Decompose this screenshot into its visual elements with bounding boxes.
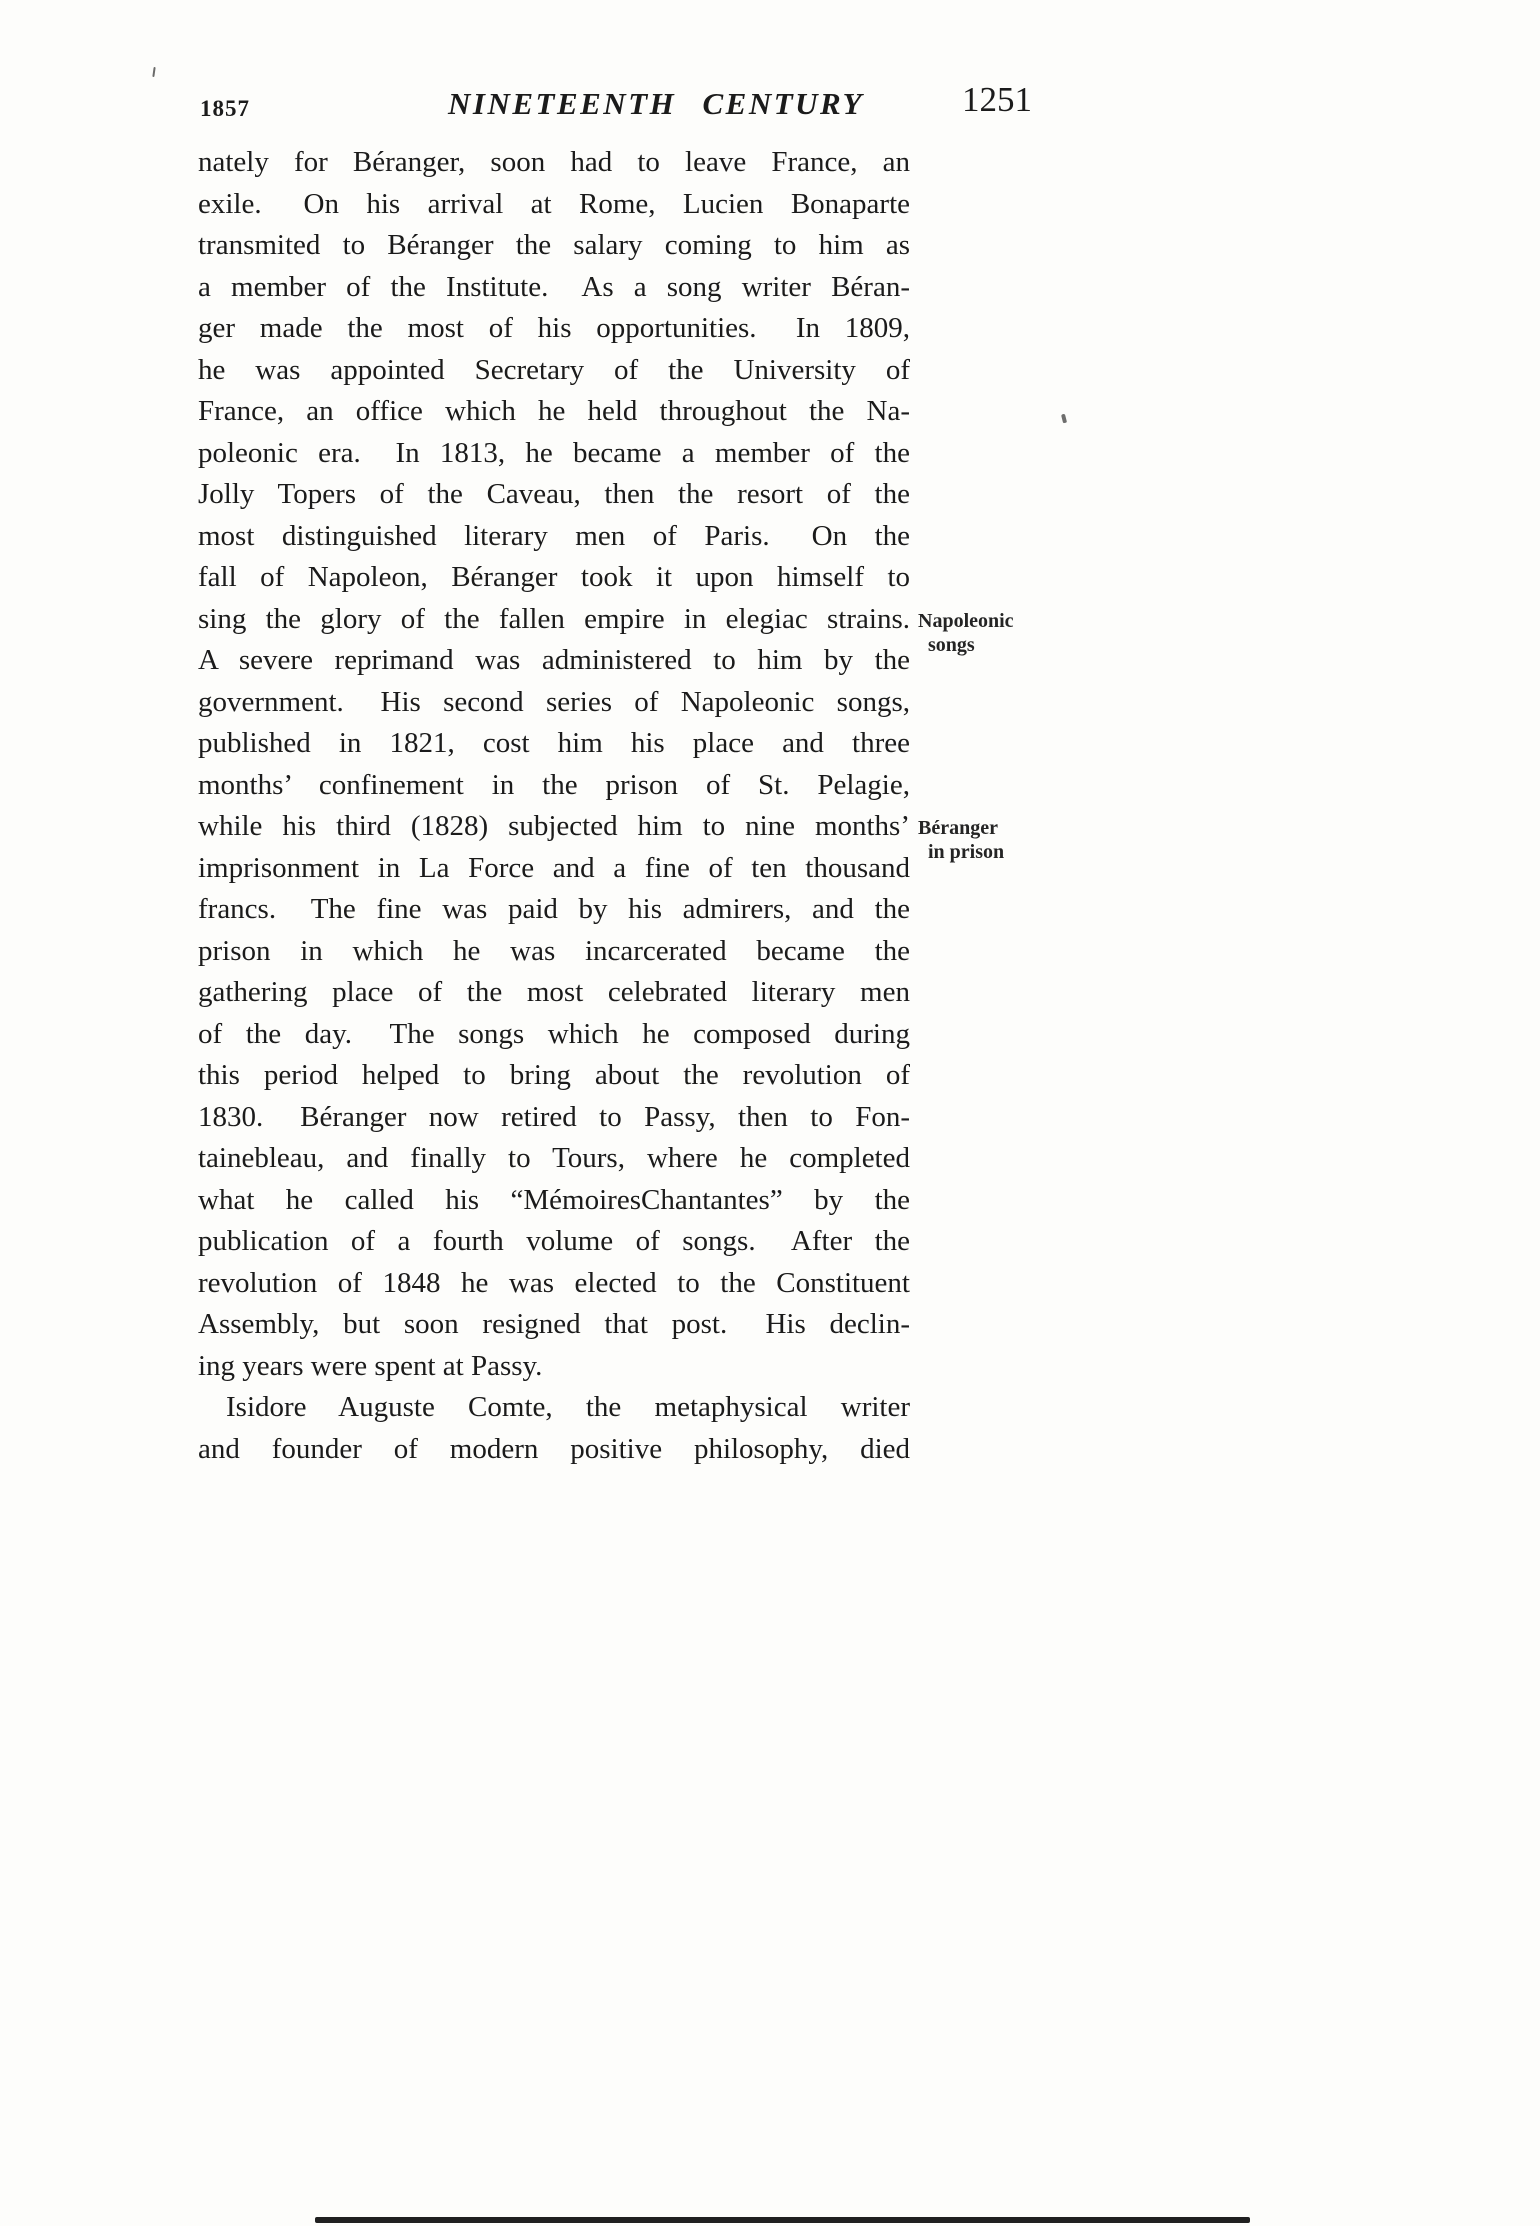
text-line: Assembly, but soon resigned that post. His declin- [198, 1308, 910, 1340]
text-line: revolution of 1848 he was elected to the Constituent [198, 1266, 910, 1299]
text-line: A severe reprimand was administered to him by the [198, 644, 910, 676]
text-line: what he called his “MémoiresChantantes” by the [198, 1183, 910, 1216]
text-line: francs. The fine was paid by his admirers, and the [198, 893, 910, 925]
text-line: Isidore Auguste Comte, the metaphysical writer [226, 1391, 910, 1423]
text-line: Jolly Topers of the Caveau, then the resort of the [198, 478, 910, 510]
text-block [198, 146, 1014, 1474]
text-line: gathering place of the most celebrated literary men [198, 976, 910, 1008]
header-page-number: 1251 [962, 80, 1032, 119]
margin-note-line: Béranger [918, 817, 998, 839]
scan-artifact-mark [152, 67, 155, 77]
text-line: fall of Napoleon, Béranger took it upon himself to [198, 561, 910, 593]
text-line: imprisonment in La Force and a fine of ten thousand [198, 851, 910, 884]
margin-note-line: in prison [928, 841, 1005, 863]
margin-note [918, 609, 1068, 657]
text-line: this period helped to bring about the revolution of [198, 1059, 910, 1091]
scan-edge-artifact [315, 2217, 1250, 2223]
text-line: transmited to Béranger the salary coming to him as [198, 229, 910, 261]
text-line: while his third (1828) subjected him to nine months’ [198, 810, 910, 842]
body-text [198, 146, 910, 1474]
text-line: and founder of modern positive philosophy, died [198, 1432, 910, 1465]
text-line: ger made the most of his opportunities. In 1809, [198, 312, 910, 344]
text-line: most distinguished literary men of Paris. On the [198, 519, 910, 552]
text-line: 1830. Béranger now retired to Passy, then to Fon- [198, 1100, 910, 1133]
text-line: sing the glory of the fallen empire in elegiac strains. [198, 602, 910, 635]
text-line: tainebleau, and finally to Tours, where he completed [198, 1142, 910, 1174]
scan-artifact-mark [1061, 414, 1067, 424]
margin-note-line: Napoleonic [918, 609, 1014, 632]
text-line: prison in which he was incarcerated became the [198, 934, 910, 967]
header-year: 1857 [200, 96, 250, 121]
text-line: of the day. The songs which he composed during [198, 1017, 910, 1050]
text-line: a member of the Institute. As a song writer Béran- [198, 270, 910, 303]
text-line: nately for Béranger, soon had to leave France, an [198, 146, 910, 178]
text-line: poleonic era. In 1813, he became a member of the [198, 436, 910, 469]
text-line: he was appointed Secretary of the University of [198, 353, 910, 386]
text-line: exile. On his arrival at Rome, Lucien Bonaparte [198, 187, 910, 220]
text-line: published in 1821, cost him his place and three [198, 727, 910, 759]
text-line: France, an office which he held throughout the Na- [198, 395, 910, 427]
text-line: months’ confinement in the prison of St. Pelagie, [198, 768, 910, 801]
margin-note [918, 816, 1068, 864]
header-running-title: NINETEENTH CENTURY [448, 86, 865, 121]
text-line: ing years were spent at Passy. [198, 1349, 543, 1382]
text-line: government. His second series of Napoleonic songs, [198, 685, 910, 718]
margin-note-line: songs [928, 633, 975, 656]
text-line: publication of a fourth volume of songs. After the [198, 1225, 910, 1257]
